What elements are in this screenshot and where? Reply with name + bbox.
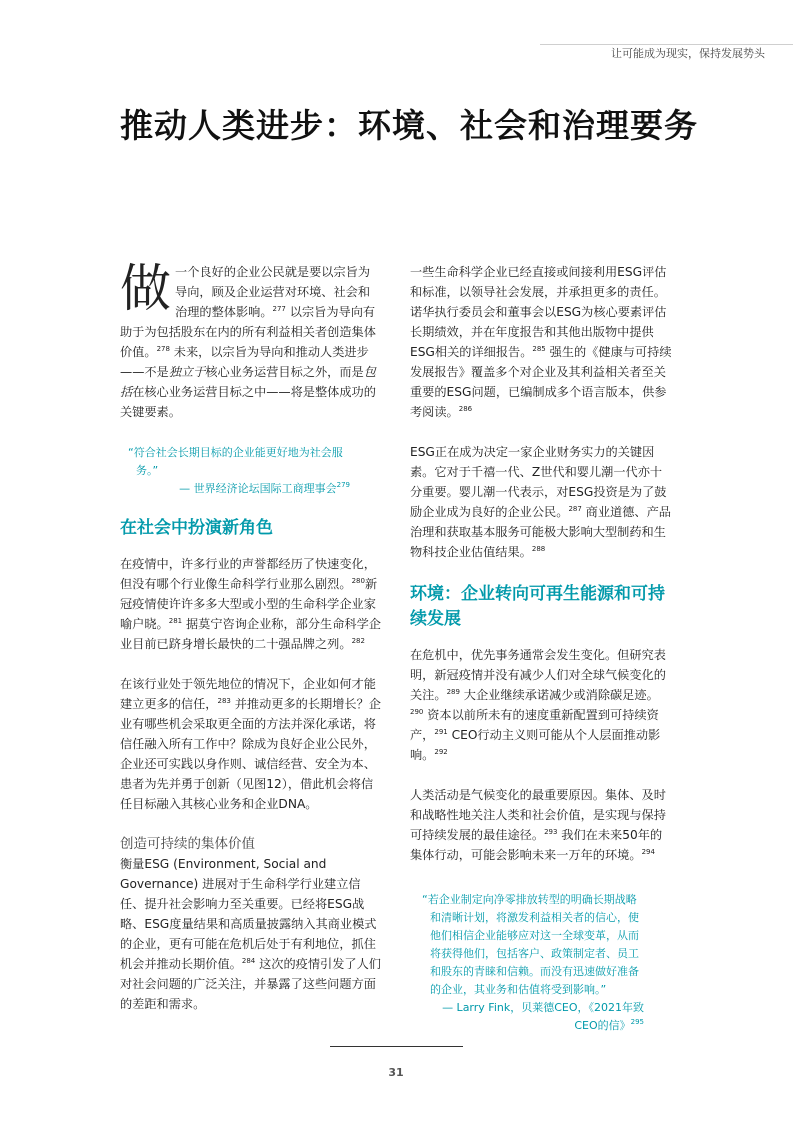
endnote-ref: 282 [351, 637, 365, 645]
endnote-ref: 284 [241, 957, 256, 965]
endnote-ref: 286 [458, 405, 473, 413]
running-header: 让可能成为现实，保持发展势头 [611, 47, 765, 60]
endnote-ref: 285 [532, 345, 546, 353]
body-paragraph: 衡量ESG (Environment, Social and Governance) 进展对于生命科学行业建立信任、提升社会影响力至关重要。已经将ESG战略、ESG度量结果和高质量披露纳入其商业模式的企业，更有可能在危机后处于有利地位，抓住机会并推动长期价值。$^{284}$ 这次的疫情引发了人们对社会问题的广泛关注，并暴露了这些问题方面的差距和需求。 [120, 857, 381, 1011]
right-column [410, 262, 672, 1035]
pull-quote-source: — Larry Fink，贝莱德CEO，《2021年致CEO的信》$^{295}$ [442, 1001, 644, 1032]
endnote-ref: 280 [351, 577, 365, 585]
endnote-ref: 293 [544, 828, 558, 836]
body-paragraph: 在疫情中，许多行业的声誉都经历了快速变化，但没有哪个行业像生命科学行业那么剧烈。$^{280}$新冠疫情使许许多多大型或小型的生命科学企业家喻户晓。$^{281}$ 据莫宁咨询企业称，部分生命科学企业目前已跻身增长最快的二十强品牌之列。$^{282}$ [120, 557, 381, 651]
endnote-ref: 291 [434, 728, 448, 736]
pull-quote [128, 444, 350, 498]
endnote-ref: 289 [446, 688, 460, 696]
pull-quote-text: “符合社会长期目标的企业能更好地为社会服务。” [128, 446, 343, 477]
body-paragraph: 在危机中，优先事务通常会发生变化。但研究表明，新冠疫情并没有减少人们对全球气候变化的关注。$^{289}$ 大企业继续承诺减少或消除碳足迹。$^{290}$ 资本以前所未有的速度重新配置到可持续资产，$^{291}$ CEO行动主义则可能从个人层面推动影响。$^{292}$ [410, 648, 666, 762]
footer-rule [330, 1046, 463, 1047]
intro-paragraph: 做一个良好的企业公民就是要以宗旨为导向，顾及企业运营对环境、社会和治理的整体影响。$^{277}$ 以宗旨为导向有助于为包括股东在内的所有利益相关者创造集体价值。$^{278}$ 未来，以宗旨为导向和推动人类进步——不是独立于核心业务运营目标之外，而是包括在核心业务运营目标之中——将是整体成功的关键要素。 [120, 260, 376, 419]
endnote-ref: 292 [434, 748, 448, 756]
endnote-ref: 290 [410, 708, 424, 716]
left-column [120, 262, 382, 1014]
body-paragraph: 人类活动是气候变化的最重要原因。集体、及时和战略性地关注人类和社会价值，是实现与保持可持续发展的最佳途径。$^{293}$ 我们在未来50年的集体行动，可能会影响未来一万年的环境。$^{294}$ [410, 788, 666, 862]
pull-quote-text: “若企业制定向净零排放转型的明确长期战略和清晰计划，将激发利益相关者的信心，使他们相信企业能够应对这一全球变革，从而将获得他们，包括客户、政策制定者、员工和股东的青睐和信赖。而没有迅速做好准备的企业，其业务和估值将受到影响。” [422, 893, 639, 996]
body-paragraph: 一些生命科学企业已经直接或间接利用ESG评估和标准，以领导社会发展，并承担更多的责任。诺华执行委员会和董事会以ESG为核心要素评估长期绩效，并在年度报告和其他出版物中提供ESG相关的详细报告。$^{285}$ 强生的《健康与可持续发展报告》覆盖多个对企业及其利益相关者至关重要的ESG问题，已编制成多个语言版本，供参考阅读。$^{286}$ [410, 265, 672, 419]
endnote-ref: 277 [272, 305, 286, 313]
pull-quote-source: — 世界经济论坛国际工商理事会$^{279}$ [179, 481, 350, 495]
pull-quote [422, 891, 644, 1035]
endnote-ref: 279 [336, 481, 350, 489]
drop-cap: 做 [120, 260, 172, 319]
endnote-ref: 278 [156, 345, 170, 353]
endnote-ref: 295 [630, 1018, 644, 1026]
endnote-ref: 281 [168, 617, 183, 625]
endnote-ref: 288 [531, 545, 546, 553]
section-heading-environment: 环境：企业转向可再生能源和可持续发展 [410, 584, 665, 629]
endnote-ref: 294 [641, 848, 655, 856]
endnote-ref: 287 [568, 505, 582, 513]
header-rule [540, 44, 793, 45]
page-number: 31 [388, 1066, 404, 1079]
body-paragraph: ESG正在成为决定一家企业财务实力的关键因素。它对于千禧一代、Z世代和婴儿潮一代亦十分重要。婴儿潮一代表示，对ESG投资是为了鼓励企业成为良好的企业公民。$^{287}$ 商业道德、产品治理和获取基本服务可能极大影响大型制药和生物科技企业估值结果。$^{288}$ [410, 445, 671, 559]
endnote-ref: 283 [217, 697, 231, 705]
section-heading-social-role: 在社会中扮演新角色 [120, 518, 273, 538]
body-paragraph: 在该行业处于领先地位的情况下，企业如何才能建立更多的信任，$^{283}$ 并推动更多的长期增长？企业有哪些机会采取更全面的方法并深化承诺，将信任融入所有工作中？除成为良好企业公民外，企业还可实践以身作则、诚信经营、安全为本、患者为先并勇于创新（见图12），借此机会将信任目标融入其核心业务和企业DNA。 [120, 677, 381, 811]
subheading-collective-value: 创造可持续的集体价值 [120, 836, 255, 852]
page-title: 推动人类进步：环境、社会和治理要务 [120, 106, 698, 145]
